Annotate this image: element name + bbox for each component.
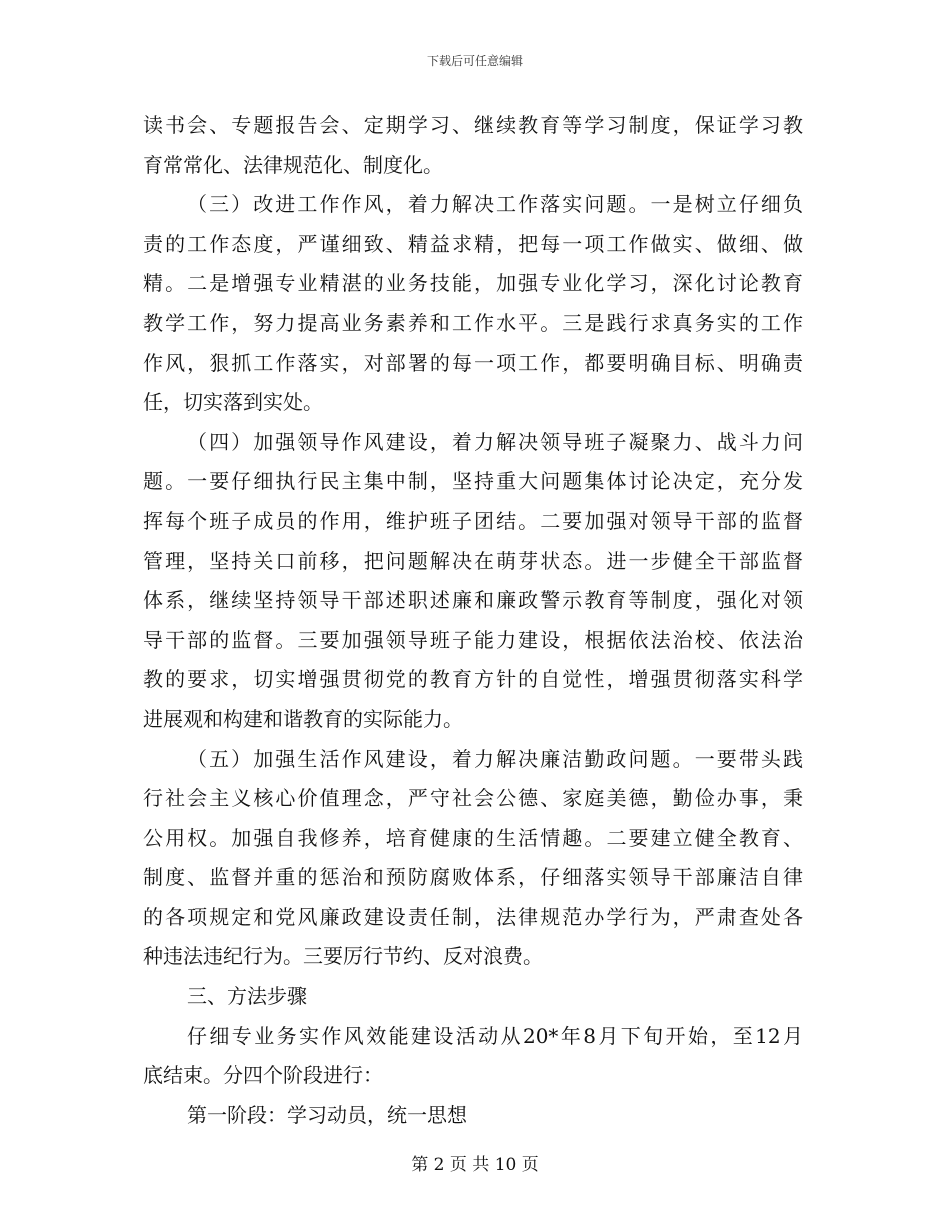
text-line: 仔细专业务实作风效能建设活动从20*年8月下旬开始，至12月 bbox=[187, 1023, 803, 1048]
text-line: 公用权。加强自我修养，培育健康的生活情趣。二要建立健全教育、 bbox=[143, 825, 803, 850]
text-line: 制度、监督并重的惩治和预防腐败体系，仔细落实领导干部廉洁自律 bbox=[143, 865, 803, 890]
text-line: 进展观和构建和谐教育的实际能力。 bbox=[143, 706, 463, 731]
text-line: 教学工作，努力提高业务素养和工作水平。三是践行求真务实的工作 bbox=[143, 310, 803, 335]
text-line: 第一阶段：学习动员，统一思想 bbox=[187, 1102, 467, 1127]
text-line: 导干部的监督。三要加强领导班子能力建设，根据依法治校、依法治 bbox=[143, 627, 803, 652]
text-line: 底结束。分四个阶段进行： bbox=[143, 1063, 383, 1088]
page-header: 下载后可任意编辑 bbox=[426, 54, 523, 68]
text-line: 种违法违纪行为。三要厉行节约、反对浪费。 bbox=[143, 944, 543, 969]
text-line: （三）改进工作作风，着力解决工作落实问题。一是树立仔细负 bbox=[187, 192, 803, 217]
text-line: （四）加强领导作风建设，着力解决领导班子凝聚力、战斗力问 bbox=[187, 429, 803, 454]
text-line: 行社会主义核心价值理念，严守社会公德、家庭美德，勤俭办事，秉 bbox=[143, 786, 803, 811]
page-footer: 第 2 页 共 10 页 bbox=[411, 1155, 539, 1175]
text-line: 教的要求，切实增强贯彻党的教育方针的自觉性，增强贯彻落实科学 bbox=[143, 667, 803, 692]
text-line: 任，切实落到实处。 bbox=[143, 390, 323, 415]
text-line: 精。二是增强专业精湛的业务技能，加强专业化学习，深化讨论教育 bbox=[143, 271, 803, 296]
text-line: 作风，狠抓工作落实，对部署的每一项工作，都要明确目标、明确责 bbox=[143, 350, 803, 375]
section-heading: 三、方法步骤 bbox=[187, 984, 307, 1009]
text-line: （五）加强生活作风建设，着力解决廉洁勤政问题。一要带头践 bbox=[187, 746, 803, 771]
text-line: 育常常化、法律规范化、制度化。 bbox=[143, 152, 443, 177]
text-line: 管理，坚持关口前移，把问题解决在萌芽状态。进一步健全干部监督 bbox=[143, 548, 803, 573]
text-line: 读书会、专题报告会、定期学习、继续教育等学习制度，保证学习教 bbox=[143, 113, 803, 137]
text-line: 挥每个班子成员的作用，维护班子团结。二要加强对领导干部的监督 bbox=[143, 508, 803, 533]
text-line: 题。一要仔细执行民主集中制，坚持重大问题集体讨论决定，充分发 bbox=[143, 469, 803, 494]
text-line: 的各项规定和党风廉政建设责任制，法律规范办学行为，严肃查处各 bbox=[143, 904, 803, 929]
document-body bbox=[143, 106, 803, 1135]
text-line: 责的工作态度，严谨细致、精益求精，把每一项工作做实、做细、做 bbox=[143, 231, 803, 256]
text-line: 体系，继续坚持领导干部述职述廉和廉政警示教育等制度，强化对领 bbox=[143, 588, 803, 613]
